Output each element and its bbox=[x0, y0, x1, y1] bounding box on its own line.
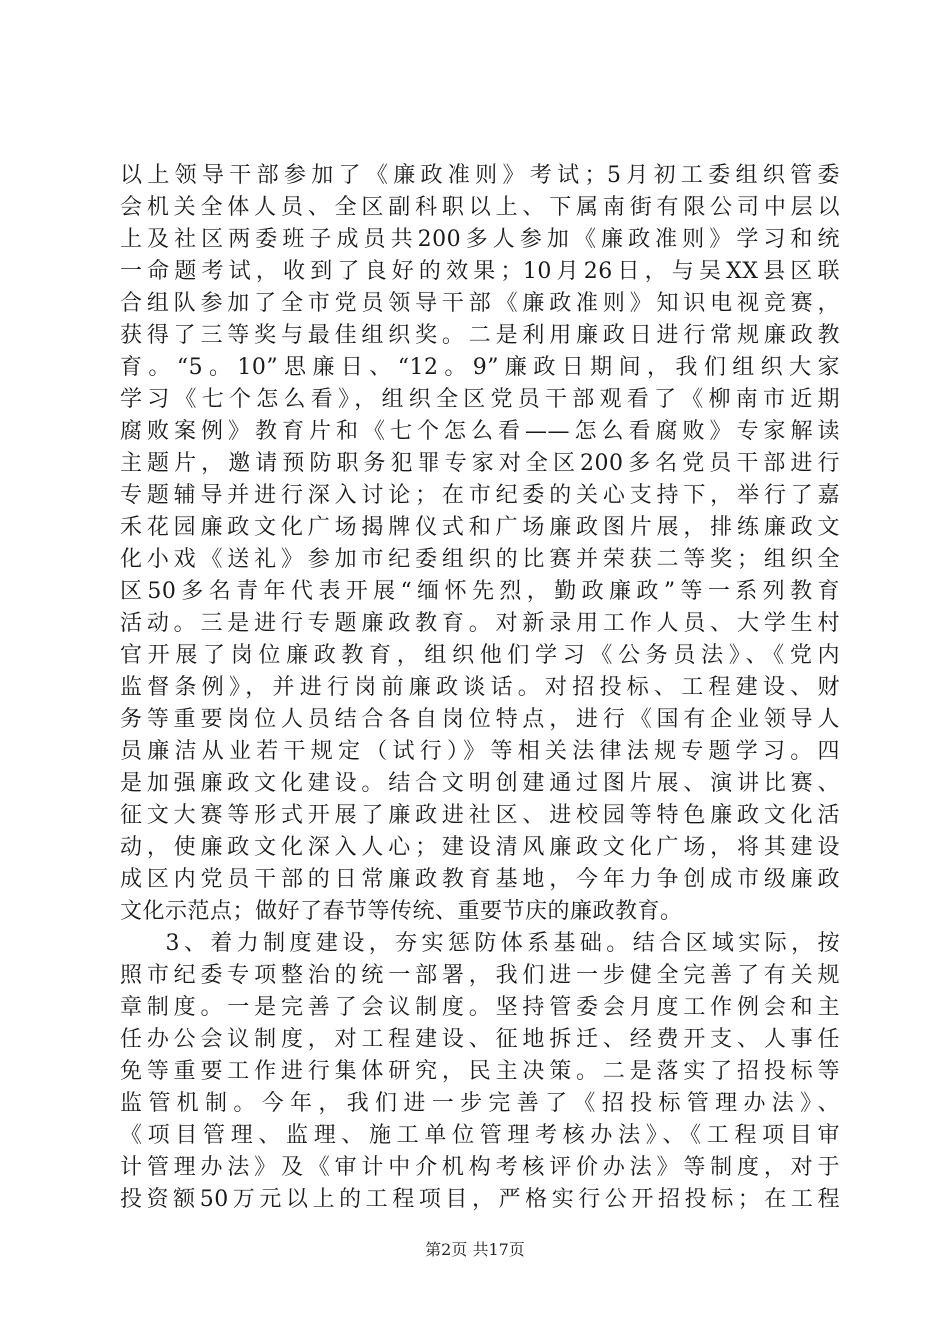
text-line: 以上领导干部参加了《廉政准则》考试；5月初工委组织管委 bbox=[120, 163, 840, 188]
paragraph-end-line: 文化示范点；做好了春节等传统、重要节庆的廉政教育。 bbox=[120, 899, 683, 924]
text-line: 免等重要工作进行集体研究，民主决策。二是落实了招投标等 bbox=[120, 1059, 840, 1084]
text-line: 官开展了岗位廉政教育，组织他们学习《公务员法》、《党内 bbox=[120, 643, 840, 668]
text-line: 员廉洁从业若干规定（试行）》等相关法律法规专题学习。四 bbox=[120, 739, 840, 764]
text-line: 任办公会议制度，对工程建设、征地拆迁、经费开支、人事任 bbox=[120, 1027, 840, 1052]
paragraph-start-line: 3、着力制度建设，夯实惩防体系基础。结合区域实际，按 bbox=[120, 931, 840, 956]
text-line: 征文大赛等形式开展了廉政进社区、进校园等特色廉政文化活 bbox=[120, 803, 840, 828]
text-line: 腐败案例》教育片和《七个怎么看——怎么看腐败》专家解读 bbox=[120, 419, 840, 444]
text-line: 合组队参加了全市党员领导干部《廉政准则》知识电视竞赛， bbox=[120, 291, 840, 316]
text-line: 投资额50万元以上的工程项目，严格实行公开招投标；在工程 bbox=[120, 1187, 840, 1212]
text-line: 学习《七个怎么看》，组织全区党员干部观看了《柳南市近期 bbox=[120, 387, 840, 412]
text-line: 育。“5。10”思廉日、“12。9”廉政日期间，我们组织大家 bbox=[120, 355, 840, 380]
text-line: 《项目管理、监理、施工单位管理考核办法》、《工程项目审 bbox=[120, 1123, 840, 1148]
text-line: 区50多名青年代表开展“缅怀先烈，勤政廉政”等一系列教育 bbox=[120, 579, 840, 604]
text-line: 化小戏《送礼》参加市纪委组织的比赛并荣获二等奖；组织全 bbox=[120, 547, 840, 572]
text-line: 上及社区两委班子成员共200多人参加《廉政准则》学习和统 bbox=[120, 227, 840, 252]
text-line: 动，使廉政文化深入人心；建设清风廉政文化广场，将其建设 bbox=[120, 835, 840, 860]
text-line: 务等重要岗位人员结合各自岗位特点，进行《国有企业领导人 bbox=[120, 707, 840, 732]
page-number-footer: 第2页 共17页 bbox=[425, 1240, 525, 1259]
text-line: 计管理办法》及《审计中介机构考核评价办法》等制度，对于 bbox=[120, 1155, 840, 1180]
text-line: 会机关全体人员、全区副科职以上、下属南街有限公司中层以 bbox=[120, 195, 840, 220]
body-text bbox=[120, 160, 840, 1216]
text-line: 专题辅导并进行深入讨论；在市纪委的关心支持下，举行了嘉 bbox=[120, 483, 840, 508]
text-line: 禾花园廉政文化广场揭牌仪式和广场廉政图片展，排练廉政文 bbox=[120, 515, 840, 540]
text-line: 监督条例》，并进行岗前廉政谈话。对招投标、工程建设、财 bbox=[120, 675, 840, 700]
text-line: 监管机制。今年，我们进一步完善了《招投标管理办法》、 bbox=[120, 1091, 840, 1116]
text-line: 成区内党员干部的日常廉政教育基地，今年力争创成市级廉政 bbox=[120, 867, 840, 892]
text-line: 获得了三等奖与最佳组织奖。二是利用廉政日进行常规廉政教 bbox=[120, 323, 840, 348]
text-line: 章制度。一是完善了会议制度。坚持管委会月度工作例会和主 bbox=[120, 995, 840, 1020]
text-line: 主题片，邀请预防职务犯罪专家对全区200多名党员干部进行 bbox=[120, 451, 840, 476]
text-line: 一命题考试，收到了良好的效果；10月26日，与吴XX县区联 bbox=[120, 259, 840, 284]
text-line: 活动。三是进行专题廉政教育。对新录用工作人员、大学生村 bbox=[120, 611, 840, 636]
text-line: 是加强廉政文化建设。结合文明创建通过图片展、演讲比赛、 bbox=[120, 771, 840, 796]
text-line: 照市纪委专项整治的统一部署，我们进一步健全完善了有关规 bbox=[120, 963, 840, 988]
